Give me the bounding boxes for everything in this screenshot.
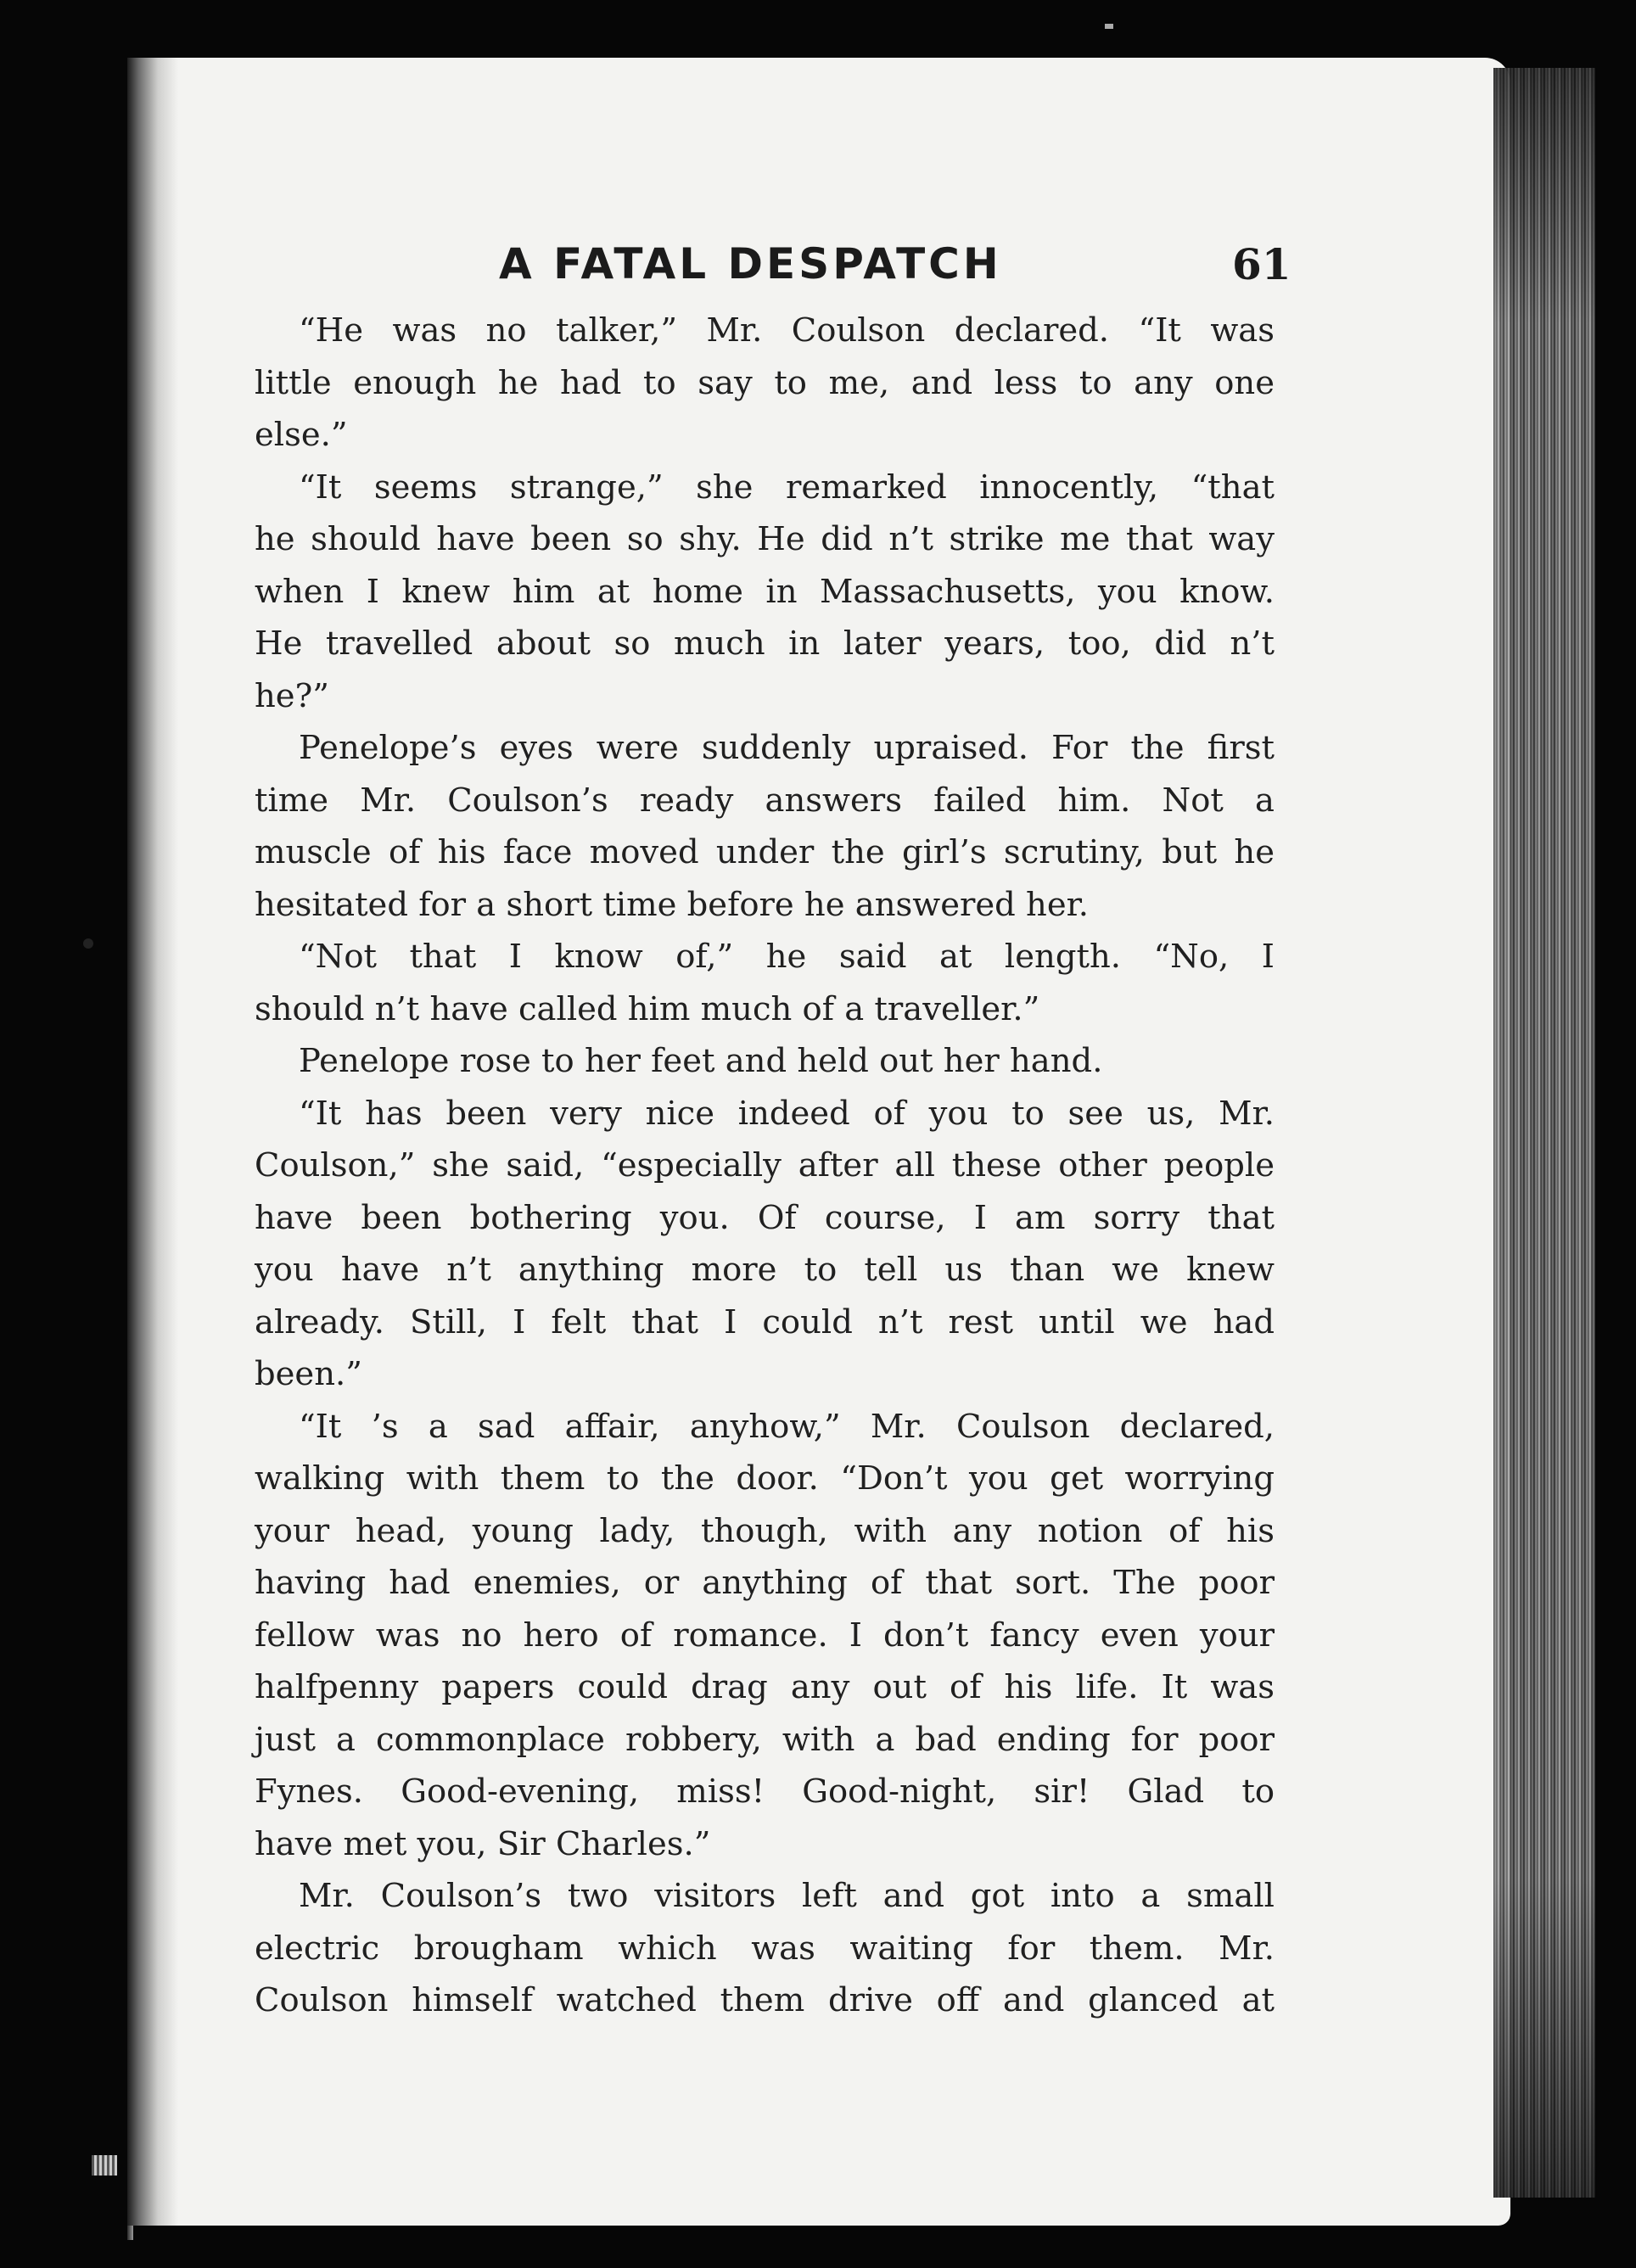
running-title: A FATAL DESPATCH [499,239,1002,288]
text-line: little enough he had to say to me, and less to any one [255,363,1275,402]
page-gutter-shadow [127,58,178,2226]
text-line: walking with them to the door. “Don’t you get worrying [255,1459,1275,1498]
text-line: just a commonplace robbery, with a bad ending for poor [255,1720,1275,1759]
text-line: Coulson himself watched them drive off and glanced at [255,1981,1275,2019]
text-line: fellow was no hero of romance. I don’t fancy even your [255,1616,1275,1655]
text-line: have been bothering you. Of course, I am sorry that [255,1198,1275,1237]
text-line: Fynes. Good-evening, miss! Good-night, sir! Glad to [255,1772,1275,1811]
text-line: electric brougham which was waiting for them. Mr. [255,1929,1275,1968]
text-line: Penelope rose to her feet and held out her hand. [299,1042,1103,1080]
text-line: else.” [255,416,348,454]
text-line: “He was no talker,” Mr. Coulson declared. “It was [299,311,1275,350]
text-line: “It ’s a sad affair, anyhow,” Mr. Coulson declared, [299,1407,1275,1446]
text-line: Mr. Coulson’s two visitors left and got into a small [299,1877,1275,1915]
text-line: “Not that I know of,” he said at length. “No, I [299,938,1275,976]
text-line: have met you, Sir Charles.” [255,1824,711,1863]
text-line: been.” [255,1355,362,1393]
text-line: he should have been so shy. He did n’t strike me that way [255,520,1275,558]
text-line: your head, young lady, though, with any notion of his [255,1511,1275,1550]
binding-mark [92,2155,117,2176]
text-line: already. Still, I felt that I could n’t rest until we had [255,1302,1275,1341]
body-text [255,305,1275,2027]
text-line: Coulson,” she said, “especially after all these other people [255,1146,1275,1184]
scan-speck [1105,24,1113,29]
text-line: you have n’t anything more to tell us than we knew [255,1251,1275,1289]
text-line: should n’t have called him much of a traveller.” [255,989,1040,1028]
page-edges-shadow [1493,68,1595,2198]
text-line: halfpenny papers could drag any out of his life. It was [255,1668,1275,1706]
text-line: muscle of his face moved under the girl’s scrutiny, but he [255,833,1275,871]
text-line: he?” [255,676,329,715]
text-line: time Mr. Coulson’s ready answers failed him. Not a [255,781,1275,820]
page-number: 61 [1232,239,1291,289]
text-line: hesitated for a short time before he answered her. [255,885,1090,924]
margin-speck [83,938,93,949]
text-line: Penelope’s eyes were suddenly upraised. For the first [299,729,1275,767]
text-line: having had enemies, or anything of that sort. The poor [255,1564,1275,1602]
text-line: “It has been very nice indeed of you to see us, Mr. [299,1094,1275,1133]
text-line: when I knew him at home in Massachusetts, you know. [255,572,1275,611]
text-line: “It seems strange,” she remarked innocently, “that [299,468,1275,507]
text-line: He travelled about so much in later years, too, did n’t [255,624,1275,663]
